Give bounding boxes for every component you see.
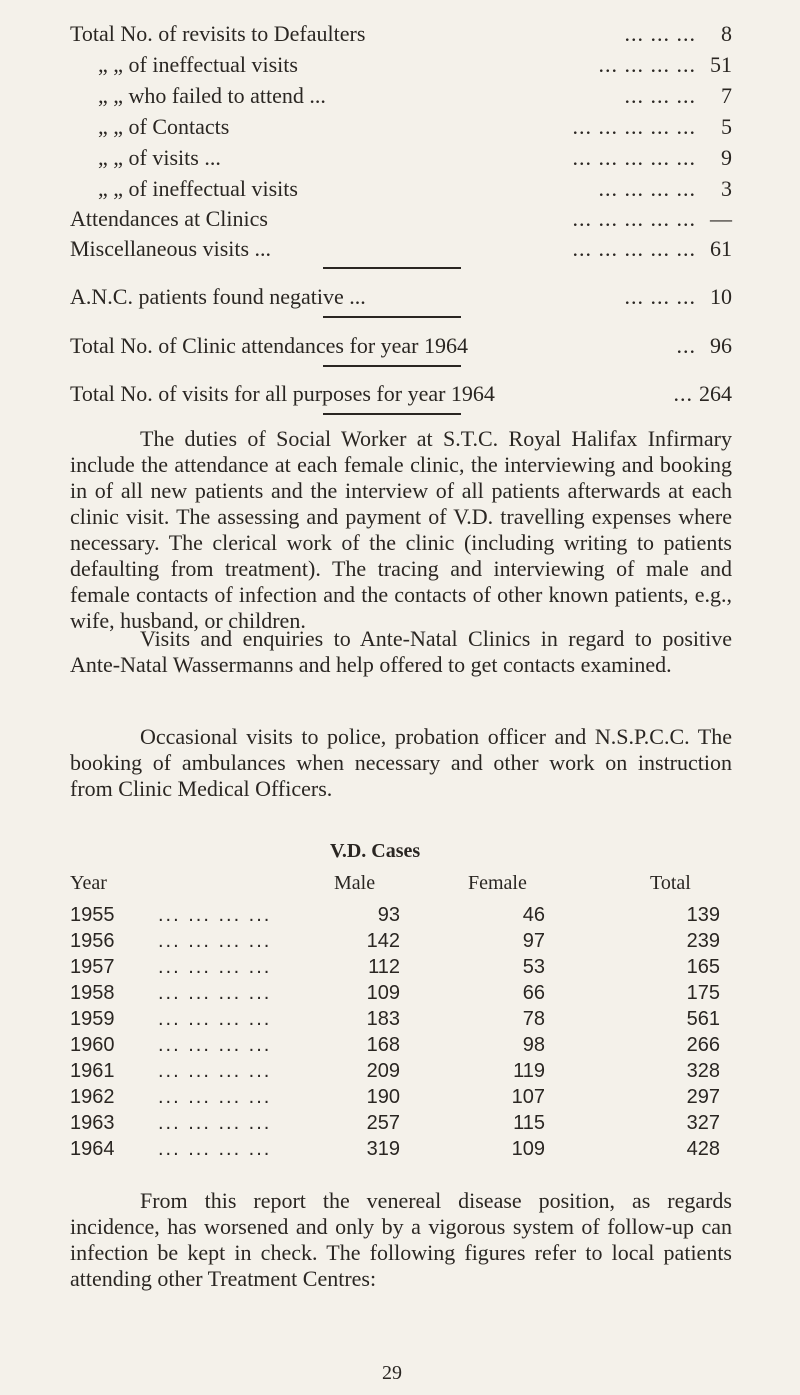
paragraph-occasional: Occasional visits to police, probation officer and N.S.P.C.C. The booking of ambulances when necessary and other work on instruction from Clinic Medical Officers. bbox=[70, 724, 732, 801]
summary-value: 5 bbox=[721, 114, 732, 139]
cell-year: 1962 bbox=[70, 1086, 115, 1108]
table-row bbox=[70, 1138, 750, 1164]
cell-male: 93 bbox=[377, 904, 400, 926]
summary-row bbox=[70, 205, 732, 233]
cell-male: 257 bbox=[366, 1112, 400, 1134]
page-number: 29 bbox=[382, 1362, 402, 1384]
table-row bbox=[70, 930, 750, 956]
leader-dots: ... ... ... ... ... bbox=[572, 145, 696, 170]
leader-dots: ... ... ... ... bbox=[598, 52, 696, 77]
cell-male: 209 bbox=[366, 1060, 400, 1082]
cell-female: 53 bbox=[522, 956, 545, 978]
summary-value: 264 bbox=[699, 381, 732, 406]
cell-total: 327 bbox=[686, 1112, 720, 1134]
table-row bbox=[70, 1008, 750, 1034]
table-row bbox=[70, 1112, 750, 1138]
summary-label: „ „ of visits ... bbox=[98, 145, 221, 170]
leader-dots: ... ... ... ... bbox=[158, 1086, 272, 1108]
summary-label: Total No. of visits for all purposes for year 1964 bbox=[70, 381, 495, 406]
divider-rule bbox=[323, 365, 461, 367]
summary-label: Attendances at Clinics bbox=[70, 206, 268, 231]
cell-total: 165 bbox=[686, 956, 720, 978]
cell-female: 115 bbox=[513, 1112, 545, 1134]
table-row bbox=[70, 1034, 750, 1060]
cell-female: 98 bbox=[522, 1034, 545, 1056]
summary-label: Miscellaneous visits ... bbox=[70, 236, 272, 261]
cell-year: 1957 bbox=[70, 956, 115, 978]
cell-male: 142 bbox=[366, 930, 400, 952]
summary-label: „ „ of ineffectual visits bbox=[98, 52, 298, 77]
cell-male: 319 bbox=[366, 1138, 400, 1160]
cell-male: 112 bbox=[368, 956, 400, 978]
summary-row bbox=[70, 51, 732, 79]
cell-female: 78 bbox=[522, 1008, 545, 1030]
summary-value: 10 bbox=[710, 284, 732, 309]
cell-female: 46 bbox=[522, 904, 545, 926]
leader-dots: ... bbox=[676, 333, 696, 358]
leader-dots: ... ... ... ... bbox=[158, 1008, 272, 1030]
anc-row bbox=[70, 283, 732, 311]
cell-year: 1956 bbox=[70, 930, 115, 952]
cell-total: 428 bbox=[686, 1138, 720, 1160]
leader-dots: ... ... ... ... bbox=[158, 1138, 272, 1160]
cell-female: 66 bbox=[522, 982, 545, 1004]
summary-value: 96 bbox=[710, 333, 732, 358]
summary-label: „ „ who failed to attend ... bbox=[98, 83, 326, 108]
cell-total: 239 bbox=[686, 930, 720, 952]
leader-dots: ... ... ... ... bbox=[158, 1034, 272, 1056]
header-male: Male bbox=[334, 872, 376, 894]
cell-total: 175 bbox=[686, 982, 720, 1004]
summary-value: — bbox=[710, 206, 732, 231]
summary-label: A.N.C. patients found negative ... bbox=[70, 284, 366, 309]
leader-dots: ... ... ... ... bbox=[158, 1112, 272, 1134]
cell-total: 297 bbox=[686, 1086, 720, 1108]
cell-year: 1964 bbox=[70, 1138, 115, 1160]
leader-dots: ... bbox=[673, 381, 693, 406]
summary-value: 9 bbox=[721, 145, 732, 170]
divider-rule bbox=[323, 267, 461, 269]
cell-male: 168 bbox=[366, 1034, 400, 1056]
cell-year: 1955 bbox=[70, 904, 115, 926]
cell-male: 190 bbox=[366, 1086, 400, 1108]
summary-row bbox=[70, 144, 732, 172]
summary-row bbox=[70, 235, 732, 263]
summary-value: 61 bbox=[710, 236, 732, 261]
leader-dots: ... ... ... bbox=[624, 83, 696, 108]
cell-female: 107 bbox=[511, 1086, 545, 1108]
header-year: Year bbox=[70, 872, 107, 894]
leader-dots: ... ... ... ... bbox=[158, 1060, 272, 1082]
summary-value: 8 bbox=[721, 21, 732, 46]
paragraph-duties: The duties of Social Worker at S.T.C. Royal Halifax Infirmary include the attendance at each female clinic, the interviewing and booking in of all new patients and the interview of all patients afterwards at each clinic visit. The assessing and payment of V.D. travelling expenses where necessary. The clerical work of the clinic (including writing to patients defaulting from treatment). The tracing and interviewing of male and female contacts of infection and the contacts of other known patients, e.g., wife, husband, or children. bbox=[70, 426, 732, 633]
cell-female: 109 bbox=[511, 1138, 545, 1160]
table-row bbox=[70, 904, 750, 930]
cell-female: 119 bbox=[513, 1060, 545, 1082]
leader-dots: ... ... ... ... bbox=[158, 904, 272, 926]
cell-year: 1960 bbox=[70, 1034, 115, 1056]
table-title: V.D. Cases bbox=[330, 840, 421, 862]
paragraph-conclusion: From this report the venereal disease position, as regards incidence, has worsened and only by a vigorous system of follow-up can infection be kept in check. The following figures refer to local patients attending other Treatment Centres: bbox=[70, 1188, 732, 1291]
leader-dots: ... ... ... ... ... bbox=[572, 236, 696, 261]
summary-value: 51 bbox=[710, 52, 732, 77]
summary-label: „ „ of ineffectual visits bbox=[98, 176, 298, 201]
table-row bbox=[70, 1060, 750, 1086]
cell-year: 1961 bbox=[70, 1060, 115, 1082]
summary-label: Total No. of revisits to Defaulters bbox=[70, 21, 366, 46]
header-female: Female bbox=[468, 872, 527, 894]
header-total: Total bbox=[650, 872, 691, 894]
summary-label: „ „ of Contacts bbox=[98, 114, 230, 139]
leader-dots: ... ... ... ... bbox=[598, 176, 696, 201]
leader-dots: ... ... ... ... bbox=[158, 982, 272, 1004]
leader-dots: ... ... ... bbox=[624, 21, 696, 46]
cell-year: 1963 bbox=[70, 1112, 115, 1134]
table-row bbox=[70, 1086, 750, 1112]
summary-row bbox=[70, 175, 732, 203]
cell-total: 266 bbox=[686, 1034, 720, 1056]
divider-rule bbox=[323, 316, 461, 318]
cell-total: 561 bbox=[686, 1008, 720, 1030]
clinic-total-row bbox=[70, 332, 732, 360]
leader-dots: ... ... ... ... bbox=[158, 956, 272, 978]
leader-dots: ... ... ... ... bbox=[158, 930, 272, 952]
cell-total: 139 bbox=[686, 904, 720, 926]
summary-value: 7 bbox=[721, 83, 732, 108]
leader-dots: ... ... ... ... ... bbox=[572, 206, 696, 231]
summary-label: Total No. of Clinic attendances for year 1964 bbox=[70, 333, 468, 358]
summary-row bbox=[70, 82, 732, 110]
cell-female: 97 bbox=[522, 930, 545, 952]
paragraph-antenatal: Visits and enquiries to Ante-Natal Clinics in regard to positive Ante-Natal Wassermanns and help offered to get contacts examined. bbox=[70, 626, 732, 677]
summary-row bbox=[70, 20, 732, 48]
cell-male: 109 bbox=[366, 982, 400, 1004]
leader-dots: ... ... ... bbox=[624, 284, 696, 309]
visits-total-row bbox=[70, 380, 732, 408]
leader-dots: ... ... ... ... ... bbox=[572, 114, 696, 139]
table-row bbox=[70, 982, 750, 1008]
cell-total: 328 bbox=[686, 1060, 720, 1082]
table-row bbox=[70, 956, 750, 982]
cell-male: 183 bbox=[366, 1008, 400, 1030]
cell-year: 1958 bbox=[70, 982, 115, 1004]
cell-year: 1959 bbox=[70, 1008, 115, 1030]
summary-value: 3 bbox=[721, 176, 732, 201]
divider-rule bbox=[323, 413, 461, 415]
summary-row bbox=[70, 113, 732, 141]
